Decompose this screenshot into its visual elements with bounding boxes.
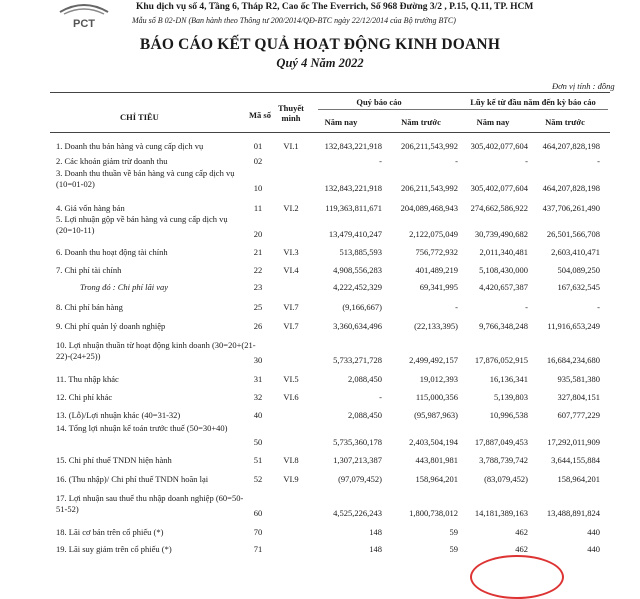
row-code: 22: [253, 265, 263, 275]
row-y-now: 305,402,077,604: [470, 183, 528, 193]
row-q-prev: 69,341,995: [419, 282, 458, 292]
row-y-prev: 440: [587, 544, 600, 554]
row-label: 11. Thu nhập khác: [56, 374, 119, 384]
row-note: VI.1: [283, 141, 299, 151]
row-code: 30: [253, 355, 263, 365]
row-q-prev: 158,964,201: [415, 474, 458, 484]
row-y-prev: 935,581,380: [557, 374, 600, 384]
row-q-prev: -: [455, 156, 458, 166]
row-q-prev: 59: [449, 544, 458, 554]
row-y-now: -: [525, 302, 528, 312]
row-q-prev: 206,211,543,992: [400, 183, 458, 193]
row-label: 8. Chi phí bán hàng: [56, 302, 123, 312]
row-y-prev: 607,777,229: [557, 410, 600, 420]
row-code: 70: [253, 527, 263, 537]
row-q-prev: 206,211,543,992: [400, 141, 458, 151]
row-q-now: 119,363,811,671: [325, 203, 382, 213]
row-y-now: 9,766,348,248: [479, 321, 528, 331]
row-q-prev: (95,987,963): [414, 410, 458, 420]
row-q-prev: 2,122,075,049: [409, 229, 458, 239]
group-underline: [318, 109, 608, 110]
row-y-now: 17,876,052,915: [474, 355, 528, 365]
row-q-now: 4,908,556,283: [333, 265, 382, 275]
company-address: Khu dịch vụ số 4, Tầng 6, Tháp R2, Cao ốc The Everrich, Số 968 Đường 3/2 , P.15, Q.11, TP. HCM: [136, 2, 534, 12]
row-q-now: 2,088,450: [348, 410, 382, 420]
row-q-prev: 2,499,492,157: [409, 355, 458, 365]
row-label: 6. Doanh thu hoạt động tài chính: [56, 247, 168, 257]
row-note: VI.7: [283, 321, 299, 331]
row-code: 60: [253, 508, 263, 518]
row-y-now: -: [525, 156, 528, 166]
row-y-prev: 464,207,828,198: [542, 183, 600, 193]
row-q-now: (97,079,452): [338, 474, 382, 484]
row-note: VI.5: [283, 374, 299, 384]
row-y-prev: 504,089,250: [557, 265, 600, 275]
row-y-prev: 17,292,011,909: [547, 437, 600, 447]
row-y-prev: 3,644,155,884: [551, 455, 600, 465]
row-y-now: (83,079,452): [484, 474, 528, 484]
row-q-now: 2,088,450: [348, 374, 382, 384]
col-header-q-prev: Năm trước: [401, 117, 441, 127]
col-header-note: Thuyết minh: [278, 103, 304, 123]
row-q-now: 1,307,213,387: [333, 455, 382, 465]
row-y-prev: -: [597, 302, 600, 312]
currency-unit: Đơn vị tính : đồng: [552, 81, 615, 91]
row-code: 10: [253, 183, 263, 193]
col-header-code: Mã số: [249, 110, 271, 120]
row-q-now: 148: [369, 527, 382, 537]
row-code: 71: [253, 544, 263, 554]
table-top-rule: [50, 92, 610, 93]
row-q-now: 4,222,452,329: [333, 282, 382, 292]
row-y-now: 462: [515, 527, 528, 537]
page-title: BÁO CÁO KẾT QUẢ HOẠT ĐỘNG KINH DOANH: [139, 36, 501, 53]
row-y-now: 5,108,430,000: [479, 265, 528, 275]
col-header-y-prev: Năm trước: [545, 117, 585, 127]
row-q-now: 132,843,221,918: [324, 141, 382, 151]
col-header-y-now: Năm nay: [476, 117, 510, 127]
row-label: 1. Doanh thu bán hàng và cung cấp dịch vụ: [56, 141, 204, 151]
row-y-now: 462: [515, 544, 528, 554]
row-y-prev: 437,706,261,490: [542, 203, 600, 213]
row-y-now: 16,136,341: [489, 374, 528, 384]
row-y-prev: 26,501,566,708: [546, 229, 600, 239]
row-y-prev: 2,603,410,471: [551, 247, 600, 257]
col-header-indicator: CHỈ TIÊU: [120, 112, 159, 122]
row-q-prev: 756,772,932: [415, 247, 458, 257]
row-note: VI.9: [283, 474, 299, 484]
row-y-now: 274,662,586,922: [470, 203, 528, 213]
col-header-ytd-group: Lũy kế từ đầu năm đến kỳ báo cáo: [470, 97, 596, 107]
row-label: 2. Các khoản giảm trừ doanh thu: [56, 156, 168, 166]
row-y-now: 305,402,077,604: [470, 141, 528, 151]
row-label: 15. Chi phí thuế TNDN hiện hành: [56, 455, 172, 465]
row-note: VI.8: [283, 455, 299, 465]
row-note: VI.7: [283, 302, 299, 312]
row-y-now: 10,996,538: [489, 410, 528, 420]
page-subtitle: Quý 4 Năm 2022: [276, 56, 364, 70]
row-code: 52: [253, 474, 263, 484]
row-y-prev: 440: [587, 527, 600, 537]
row-q-now: 5,733,271,728: [333, 355, 382, 365]
row-label: 5. Lợi nhuận gộp về bán hàng và cung cấp dịch vụ (20=10-11): [56, 214, 228, 235]
row-q-prev: 59: [449, 527, 458, 537]
row-code: 51: [253, 455, 263, 465]
row-y-prev: 167,632,545: [557, 282, 600, 292]
row-q-now: 132,843,221,918: [324, 183, 382, 193]
row-label: 12. Chi phí khác: [56, 392, 113, 402]
row-label: 3. Doanh thu thuần về bán hàng và cung cấp dịch vụ (10=01-02): [56, 168, 235, 189]
row-y-now: 14,181,389,163: [474, 508, 528, 518]
row-code: 21: [253, 247, 263, 257]
row-label: 16. (Thu nhập)/ Chi phí thuế TNDN hoãn lại: [56, 474, 209, 484]
row-y-prev: 16,684,234,680: [546, 355, 600, 365]
col-header-q-now: Năm nay: [324, 117, 358, 127]
row-label: 4. Giá vốn hàng bán: [56, 203, 125, 213]
row-q-prev: 2,403,504,194: [409, 437, 458, 447]
row-q-now: -: [379, 392, 382, 402]
row-note: VI.4: [283, 265, 299, 275]
row-code: 23: [253, 282, 263, 292]
row-q-now: 5,735,360,178: [333, 437, 382, 447]
logo-text: PCT: [73, 18, 95, 30]
row-label: 14. Tổng lợi nhuận kế toán trước thuế (50=30+40): [56, 423, 228, 433]
row-y-now: 17,887,049,453: [474, 437, 528, 447]
row-code: 31: [253, 374, 263, 384]
col-header-quarter-group: Quý báo cáo: [356, 97, 402, 107]
row-code: 32: [253, 392, 263, 402]
row-y-now: 4,420,657,387: [479, 282, 528, 292]
row-q-now: 513,885,593: [339, 247, 382, 257]
row-y-prev: 158,964,201: [557, 474, 600, 484]
row-code: 25: [253, 302, 263, 312]
row-y-now: 3,788,739,742: [479, 455, 528, 465]
row-label: 13. (Lỗ)/Lợi nhuận khác (40=31-32): [56, 410, 181, 420]
row-code: 40: [253, 410, 263, 420]
row-y-prev: -: [597, 156, 600, 166]
row-note: VI.2: [283, 203, 299, 213]
row-q-prev: 401,489,219: [415, 265, 458, 275]
row-q-now: 13,479,410,247: [328, 229, 382, 239]
row-label: Trong đó : Chi phí lãi vay: [80, 282, 168, 292]
row-q-now: 3,360,634,496: [333, 321, 382, 331]
row-q-now: 4,525,226,243: [333, 508, 382, 518]
row-label: 7. Chi phí tài chính: [56, 265, 122, 275]
row-q-prev: 204,089,468,943: [400, 203, 458, 213]
row-y-prev: 11,916,653,249: [547, 321, 600, 331]
row-label: 19. Lãi suy giảm trên cổ phiếu (*): [56, 544, 172, 554]
row-q-prev: -: [455, 302, 458, 312]
row-label: 18. Lãi cơ bản trên cổ phiếu (*): [56, 527, 164, 537]
row-q-prev: 115,000,356: [415, 392, 458, 402]
row-y-now: 5,139,803: [494, 392, 528, 402]
row-code: 02: [253, 156, 263, 166]
row-code: 01: [253, 141, 263, 151]
row-note: VI.6: [283, 392, 299, 402]
row-q-now: 148: [369, 544, 382, 554]
row-code: 11: [253, 203, 263, 213]
row-y-prev: 464,207,828,198: [542, 141, 600, 151]
form-note: Mẫu số B 02-DN (Ban hành theo Thông tư 200/2014/QĐ-BTC ngày 22/12/2014 của Bộ trưởng BTC): [132, 16, 456, 25]
row-y-now: 2,011,340,481: [479, 247, 528, 257]
row-y-now: 30,739,490,682: [474, 229, 528, 239]
row-q-prev: 443,801,981: [415, 455, 458, 465]
row-q-prev: (22,133,395): [414, 321, 458, 331]
row-q-prev: 1,800,738,012: [409, 508, 458, 518]
row-label: 17. Lợi nhuận sau thuế thu nhập doanh nghiệp (60=50-51-52): [56, 493, 244, 514]
row-q-prev: 19,012,393: [419, 374, 458, 384]
row-note: VI.3: [283, 247, 299, 257]
row-q-now: -: [379, 156, 382, 166]
row-label: 10. Lợi nhuận thuần từ hoạt động kinh doanh (30=20+(21-22)-(24+25)): [56, 340, 256, 361]
company-stamp: [470, 555, 564, 599]
row-code: 26: [253, 321, 263, 331]
row-code: 20: [253, 229, 263, 239]
row-y-prev: 13,488,891,824: [546, 508, 600, 518]
row-label: 9. Chi phí quản lý doanh nghiệp: [56, 321, 166, 331]
table-header-rule: [50, 132, 610, 133]
company-logo: [52, 0, 116, 30]
row-q-now: (9,166,667): [342, 302, 382, 312]
row-code: 50: [253, 437, 263, 447]
row-y-prev: 327,804,151: [557, 392, 600, 402]
